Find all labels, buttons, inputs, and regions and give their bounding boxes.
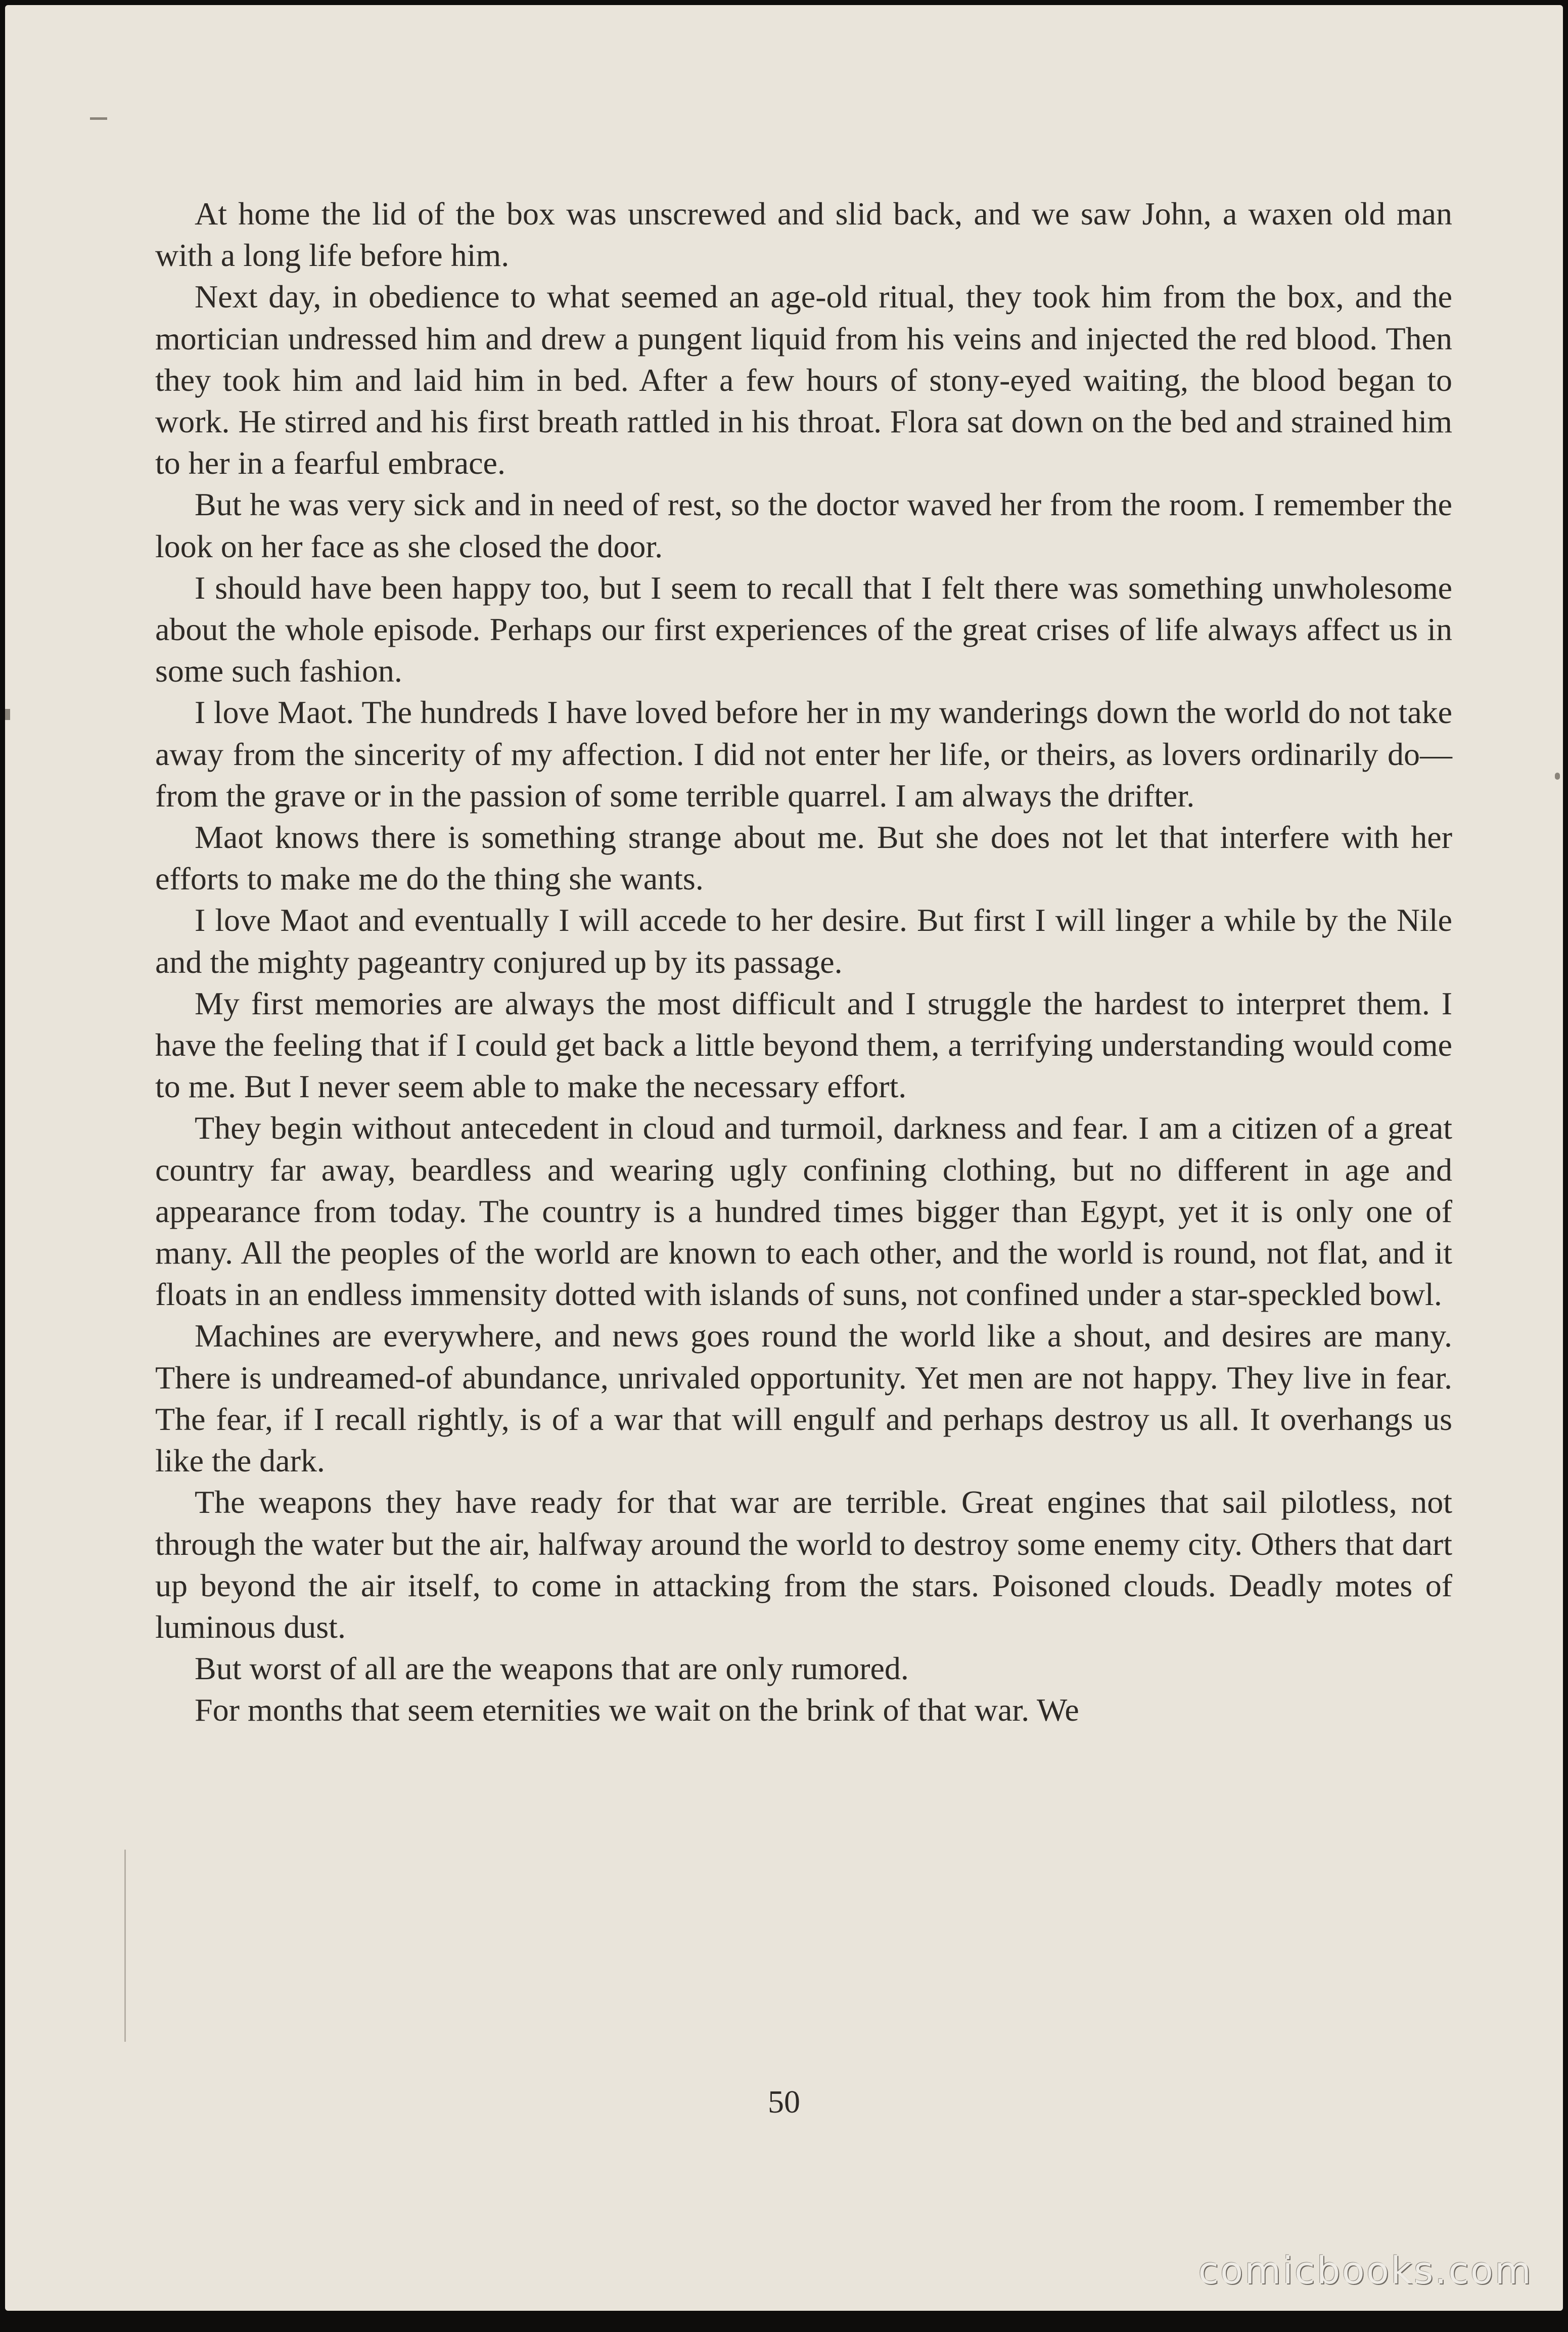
paragraph: Maot knows there is something strange about me. But she does not let that interfere with her efforts to make me do the thing she wants. [155, 819, 1452, 897]
body-text [155, 193, 1452, 1731]
paragraph: At home the lid of the box was unscrewed and slid back, and we saw John, a waxen old man with a long life before him. [155, 196, 1452, 274]
margin-rule [124, 1850, 126, 2042]
paragraph: But he was very sick and in need of rest, so the doctor waved her from the room. I remember the look on her face as she closed the door. [155, 486, 1452, 564]
margin-dash [90, 117, 107, 120]
margin-tick [5, 709, 10, 720]
paragraph: But worst of all are the weapons that are only rumored. [195, 1650, 909, 1687]
paper-sheet [5, 5, 1563, 2311]
paragraph: My first memories are always the most difficult and I struggle the hardest to interpret them. I have the feeling that if I could get back a little beyond them, a terrifying understanding would come to me. But I never seem able to make the necessary effort. [155, 985, 1452, 1105]
paragraph: The weapons they have ready for that war are terrible. Great engines that sail pilotless, not through the water but the air, halfway around the world to destroy some enemy city. Others that dart up beyond the air itself, to come in attacking from the stars. Poisoned clouds. Deadly motes of luminous dust. [155, 1484, 1452, 1645]
margin-dot [1555, 773, 1560, 780]
watermark: comicbooks.com [1198, 2249, 1533, 2293]
paragraph: I love Maot and eventually I will accede to her desire. But first I will linger a while by the Nile and the mighty pageantry conjured up by its passage. [155, 902, 1452, 980]
paragraph: I love Maot. The hundreds I have loved before her in my wanderings down the world do not take away from the sincerity of my affection. I did not enter her life, or theirs, as lovers ordinarily do—from the grave or in the passion of some terrible quarrel. I am always the drifter. [155, 694, 1452, 814]
paragraph: Machines are everywhere, and news goes round the world like a shout, and desires are many. There is undreamed-of abundance, unrivaled opportunity. Yet men are not happy. They live in fear. The fear, if I recall rightly, is of a war that will engulf and perhaps destroy us all. It overhangs us like the dark. [155, 1318, 1452, 1479]
paragraph: They begin without antecedent in cloud and turmoil, darkness and fear. I am a citizen of a great country far away, beardless and wearing ugly confining clothing, but no different in age and appearance from today. The country is a hundred times bigger than Egypt, yet it is only one of many. All the peoples of the world are known to each other, and the world is round, not flat, and it floats in an endless immensity dotted with islands of suns, not confined under a star-speckled bowl. [155, 1110, 1452, 1313]
paragraph: I should have been happy too, but I seem to recall that I felt there was something unwholesome about the whole episode. Perhaps our first experiences of the great crises of life always affect us in some such fashion. [155, 569, 1452, 689]
page-number: 50 [768, 2084, 800, 2120]
paragraph: Next day, in obedience to what seemed an age-old ritual, they took him from the box, and the mortician undressed him and drew a pungent liquid from his veins and injected the red blood. Then they took him and laid him in bed. After a few hours of stony-eyed waiting, the blood began to work. He stirred and his first breath rattled in his throat. Flora sat down on the bed and strained him to her in a fearful embrace. [155, 279, 1452, 481]
paragraph: For months that seem eternities we wait on the brink of that war. We [195, 1692, 1079, 1728]
